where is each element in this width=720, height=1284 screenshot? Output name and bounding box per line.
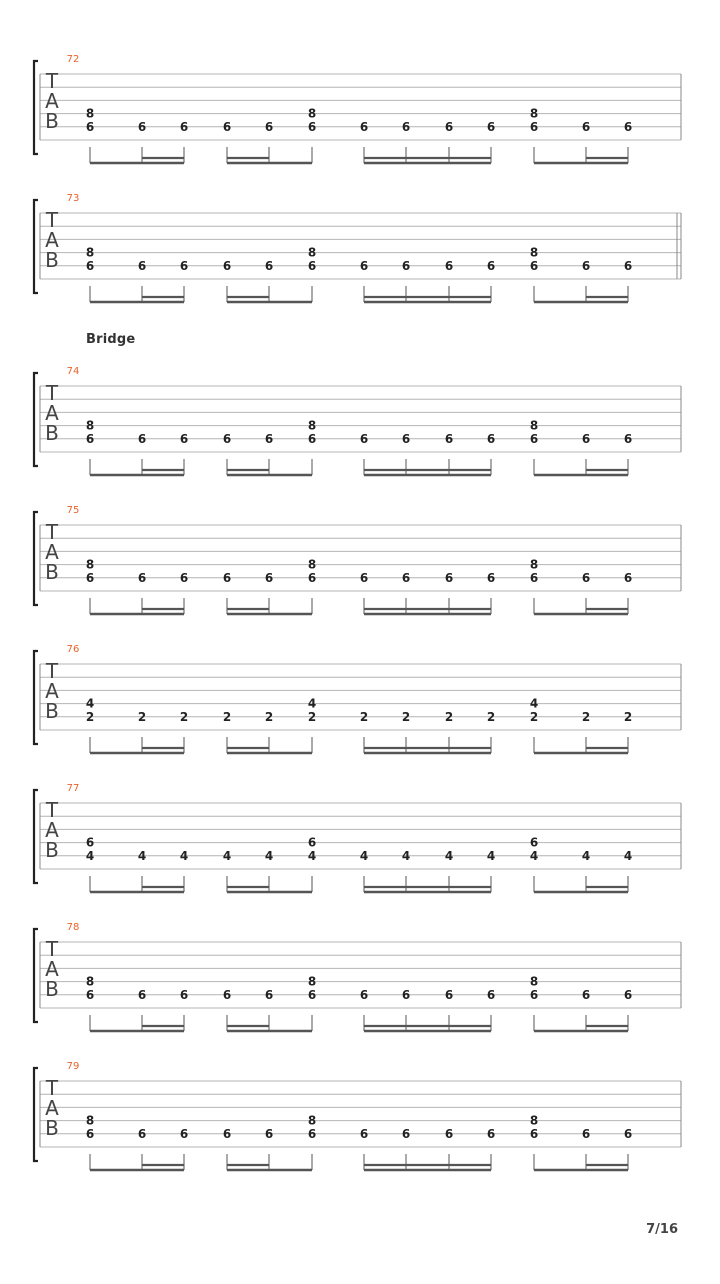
tab-system — [34, 1061, 681, 1170]
fret-number: 4 — [486, 848, 496, 863]
fret-number: 2 — [581, 709, 591, 724]
system-bracket — [34, 1068, 38, 1161]
fret-number: 6 — [486, 987, 496, 1002]
fret-number: 6 — [85, 431, 95, 446]
fret-number: 6 — [307, 258, 317, 273]
fret-number: 6 — [264, 119, 274, 134]
tab-clef-letter: T — [45, 798, 59, 822]
fret-number: 6 — [581, 431, 591, 446]
fret-number: 2 — [623, 709, 633, 724]
fret-number: 6 — [529, 431, 539, 446]
fret-number-upper: 8 — [85, 1113, 95, 1128]
tab-clef-letter: B — [45, 699, 59, 723]
tab-system — [34, 922, 681, 1031]
tab-clef-letter: A — [45, 818, 59, 842]
fret-number: 6 — [179, 570, 189, 585]
tab-clef-letter: A — [45, 540, 59, 564]
fret-number: 6 — [137, 119, 147, 134]
fret-number: 6 — [401, 258, 411, 273]
fret-number: 2 — [264, 709, 274, 724]
fret-number: 2 — [401, 709, 411, 724]
fret-number: 2 — [486, 709, 496, 724]
fret-number-upper: 8 — [307, 106, 317, 121]
fret-number: 6 — [529, 570, 539, 585]
fret-number: 6 — [307, 1126, 317, 1141]
fret-number: 6 — [581, 570, 591, 585]
fret-number-upper: 6 — [307, 835, 317, 850]
fret-number: 6 — [222, 987, 232, 1002]
fret-number: 6 — [222, 431, 232, 446]
fret-number: 6 — [179, 1126, 189, 1141]
fret-number: 4 — [222, 848, 232, 863]
fret-number-upper: 8 — [307, 418, 317, 433]
fret-number-upper: 8 — [307, 557, 317, 572]
fret-number: 6 — [264, 258, 274, 273]
tab-system — [34, 54, 681, 163]
fret-number: 4 — [359, 848, 369, 863]
tab-system — [34, 783, 681, 892]
fret-number: 6 — [623, 570, 633, 585]
tab-system — [34, 644, 681, 753]
fret-number: 6 — [359, 431, 369, 446]
fret-number: 6 — [359, 119, 369, 134]
tab-clef-letter: T — [45, 208, 59, 232]
tab-clef-letter: T — [45, 381, 59, 405]
fret-number-upper: 8 — [529, 418, 539, 433]
tab-clef-letter: T — [45, 69, 59, 93]
measure-number: 79 — [66, 1061, 80, 1072]
fret-number: 6 — [222, 1126, 232, 1141]
fret-number: 6 — [529, 258, 539, 273]
fret-number: 6 — [444, 1126, 454, 1141]
fret-number: 6 — [222, 119, 232, 134]
fret-number: 6 — [581, 1126, 591, 1141]
fret-number: 6 — [359, 570, 369, 585]
fret-number: 6 — [137, 1126, 147, 1141]
fret-number: 2 — [179, 709, 189, 724]
tab-clef-letter: B — [45, 248, 59, 272]
fret-number: 6 — [222, 570, 232, 585]
tab-system — [34, 366, 681, 475]
fret-number: 6 — [623, 987, 633, 1002]
fret-number-upper: 8 — [85, 106, 95, 121]
fret-number: 4 — [307, 848, 317, 863]
system-bracket — [34, 61, 38, 154]
tab-system — [34, 193, 681, 302]
tab-clef-letter: T — [45, 659, 59, 683]
fret-number: 6 — [264, 987, 274, 1002]
fret-number: 6 — [179, 431, 189, 446]
fret-number: 4 — [179, 848, 189, 863]
fret-number: 6 — [486, 570, 496, 585]
fret-number: 6 — [444, 258, 454, 273]
system-bracket — [34, 512, 38, 605]
fret-number: 6 — [623, 258, 633, 273]
fret-number: 4 — [444, 848, 454, 863]
tab-clef-letter: T — [45, 520, 59, 544]
fret-number-upper: 4 — [85, 696, 95, 711]
fret-number: 6 — [137, 570, 147, 585]
fret-number: 6 — [486, 119, 496, 134]
fret-number: 6 — [137, 431, 147, 446]
measure-number: 73 — [66, 193, 80, 204]
tab-clef-letter: B — [45, 560, 59, 584]
fret-number: 6 — [581, 258, 591, 273]
fret-number: 6 — [264, 570, 274, 585]
fret-number: 4 — [623, 848, 633, 863]
fret-number: 6 — [401, 431, 411, 446]
fret-number: 4 — [581, 848, 591, 863]
tab-clef-letter: B — [45, 421, 59, 445]
tab-clef-letter: A — [45, 401, 59, 425]
fret-number: 6 — [179, 987, 189, 1002]
fret-number: 6 — [529, 1126, 539, 1141]
fret-number: 6 — [401, 987, 411, 1002]
fret-number: 6 — [581, 119, 591, 134]
fret-number: 6 — [307, 570, 317, 585]
tab-clef-letter: A — [45, 957, 59, 981]
fret-number: 6 — [137, 987, 147, 1002]
fret-number: 2 — [359, 709, 369, 724]
page-number: 7/16 — [646, 1222, 678, 1237]
measure-number: 74 — [66, 366, 80, 377]
fret-number: 6 — [85, 570, 95, 585]
fret-number: 6 — [401, 1126, 411, 1141]
fret-number: 6 — [529, 987, 539, 1002]
fret-number-upper: 8 — [529, 106, 539, 121]
fret-number-upper: 8 — [529, 557, 539, 572]
fret-number-upper: 8 — [85, 245, 95, 260]
tab-clef-letter: A — [45, 1096, 59, 1120]
fret-number: 2 — [307, 709, 317, 724]
fret-number: 6 — [137, 258, 147, 273]
fret-number: 6 — [85, 987, 95, 1002]
fret-number: 4 — [264, 848, 274, 863]
fret-number: 6 — [85, 119, 95, 134]
fret-number: 6 — [529, 119, 539, 134]
fret-number: 6 — [359, 987, 369, 1002]
measure-number: 72 — [66, 54, 80, 65]
tab-clef-letter: A — [45, 679, 59, 703]
fret-number: 6 — [444, 570, 454, 585]
fret-number: 4 — [137, 848, 147, 863]
fret-number: 6 — [623, 119, 633, 134]
fret-number-upper: 8 — [85, 974, 95, 989]
fret-number: 6 — [264, 1126, 274, 1141]
system-bracket — [34, 651, 38, 744]
fret-number: 2 — [85, 709, 95, 724]
fret-number-upper: 4 — [307, 696, 317, 711]
fret-number: 6 — [401, 119, 411, 134]
fret-number: 6 — [444, 431, 454, 446]
tab-clef-letter: A — [45, 89, 59, 113]
fret-number: 6 — [179, 119, 189, 134]
fret-number-upper: 8 — [529, 1113, 539, 1128]
fret-number: 6 — [623, 431, 633, 446]
fret-number: 6 — [85, 1126, 95, 1141]
fret-number: 6 — [307, 119, 317, 134]
measure-number: 77 — [66, 783, 80, 794]
tab-clef-letter: B — [45, 977, 59, 1001]
measure-number: 78 — [66, 922, 80, 933]
system-bracket — [34, 929, 38, 1022]
fret-number: 2 — [529, 709, 539, 724]
fret-number: 6 — [307, 431, 317, 446]
fret-number-upper: 8 — [529, 974, 539, 989]
fret-number: 6 — [264, 431, 274, 446]
fret-number: 6 — [444, 987, 454, 1002]
system-bracket — [34, 200, 38, 293]
fret-number-upper: 8 — [307, 245, 317, 260]
fret-number: 6 — [359, 258, 369, 273]
fret-number-upper: 8 — [307, 1113, 317, 1128]
fret-number-upper: 6 — [85, 835, 95, 850]
fret-number: 6 — [486, 258, 496, 273]
fret-number: 6 — [307, 987, 317, 1002]
system-bracket — [34, 373, 38, 466]
fret-number: 6 — [581, 987, 591, 1002]
fret-number-upper: 6 — [529, 835, 539, 850]
tab-system — [34, 505, 681, 614]
fret-number: 4 — [85, 848, 95, 863]
measure-number: 75 — [66, 505, 80, 516]
tab-clef-letter: B — [45, 109, 59, 133]
fret-number: 2 — [137, 709, 147, 724]
measure-number: 76 — [66, 644, 80, 655]
fret-number: 2 — [222, 709, 232, 724]
tab-clef-letter: T — [45, 937, 59, 961]
fret-number-upper: 8 — [529, 245, 539, 260]
fret-number-upper: 8 — [307, 974, 317, 989]
tab-clef-letter: B — [45, 1116, 59, 1140]
tab-clef-letter: A — [45, 228, 59, 252]
section-label-bridge: Bridge — [86, 332, 136, 347]
fret-number: 6 — [486, 431, 496, 446]
fret-number: 4 — [401, 848, 411, 863]
fret-number-upper: 4 — [529, 696, 539, 711]
fret-number: 6 — [85, 258, 95, 273]
system-bracket — [34, 790, 38, 883]
fret-number: 6 — [359, 1126, 369, 1141]
fret-number: 4 — [529, 848, 539, 863]
fret-number: 6 — [623, 1126, 633, 1141]
fret-number-upper: 8 — [85, 418, 95, 433]
fret-number: 6 — [486, 1126, 496, 1141]
tab-clef-letter: T — [45, 1076, 59, 1100]
fret-number: 6 — [401, 570, 411, 585]
fret-number-upper: 8 — [85, 557, 95, 572]
fret-number: 6 — [444, 119, 454, 134]
fret-number: 6 — [179, 258, 189, 273]
fret-number: 6 — [222, 258, 232, 273]
fret-number: 2 — [444, 709, 454, 724]
tab-clef-letter: B — [45, 838, 59, 862]
